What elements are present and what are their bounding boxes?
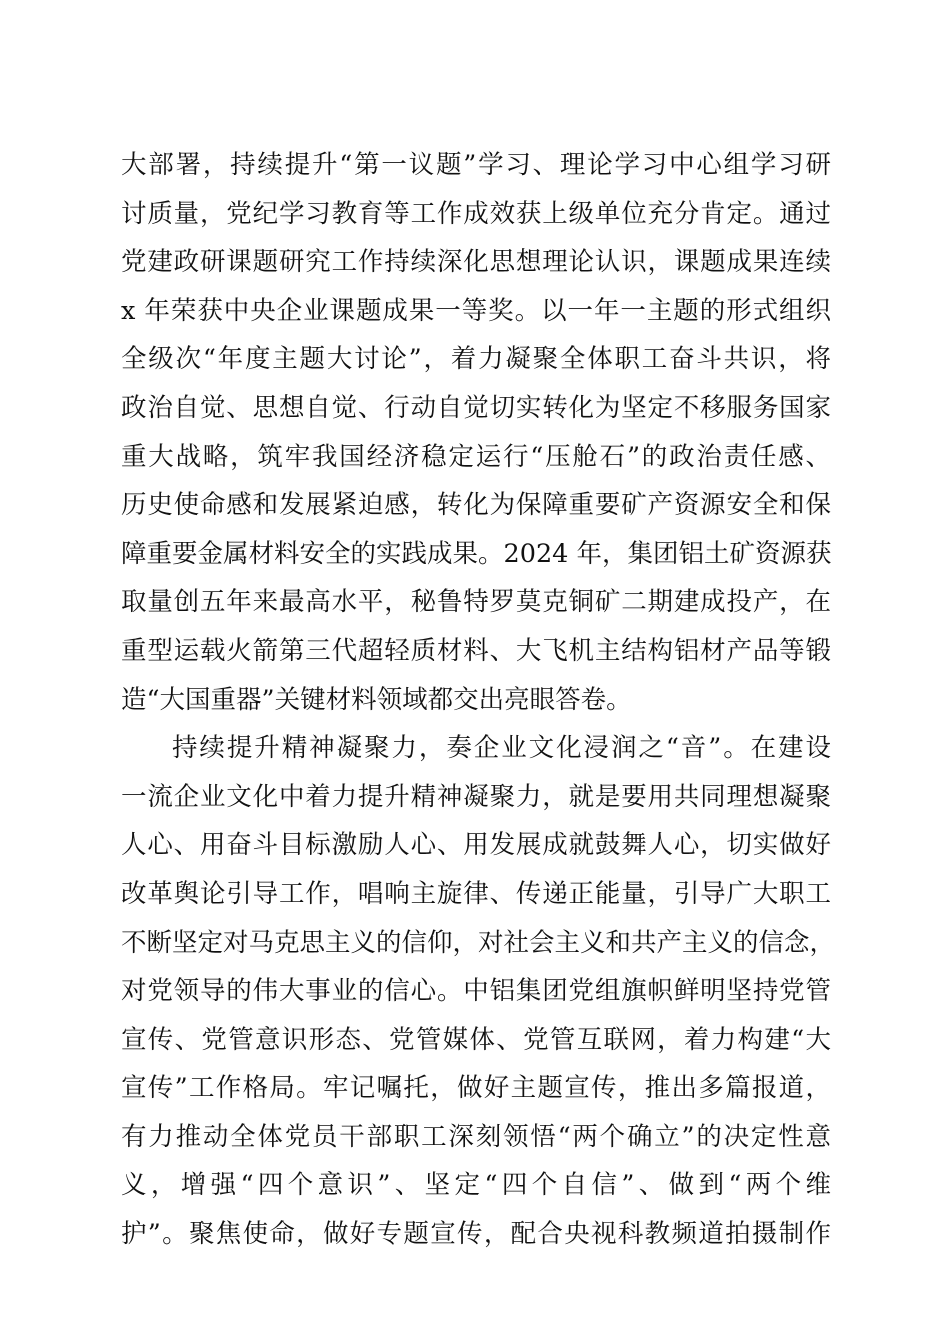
text-line: 取量创五年来最高水平，秘鲁特罗莫克铜矿二期建成投产，在 — [121, 587, 831, 618]
text-line: 造“大国重器”关键材料领域都交出亮眼答卷。 — [121, 684, 632, 715]
text-line: 义，增强“四个意识”、坚定“四个自信”、做到“两个维 — [121, 1170, 831, 1201]
document-body — [121, 141, 836, 1259]
text-line: 历史使命感和发展紧迫感，转化为保障重要矿产资源安全和保 — [121, 490, 831, 521]
text-line: 不断坚定对马克思主义的信仰，对社会主义和共产主义的信念， — [121, 927, 836, 958]
text-line: 全级次“年度主题大讨论”，着力凝聚全体职工奋斗共识，将 — [121, 344, 831, 375]
text-line: 宣传”工作格局。牢记嘱托，做好主题宣传，推出多篇报道， — [121, 1073, 831, 1104]
text-line: 政治自觉、思想自觉、行动自觉切实转化为坚定不移服务国家 — [121, 392, 831, 423]
text-line: 改革舆论引导工作，唱响主旋律、传递正能量，引导广大职工 — [121, 878, 831, 909]
text-line: 有力推动全体党员干部职工深刻领悟“两个确立”的决定性意 — [121, 1121, 831, 1152]
text-line: 讨质量，党纪学习教育等工作成效获上级单位充分肯定。通过 — [121, 198, 831, 229]
text-line: 对党领导的伟大事业的信心。中铝集团党组旗帜鲜明坚持党管 — [121, 976, 831, 1007]
text-line: 重大战略，筑牢我国经济稳定运行“压舱石”的政治责任感、 — [121, 441, 831, 472]
text-line: 一流企业文化中着力提升精神凝聚力，就是要用共同理想凝聚 — [121, 781, 831, 812]
paragraph-2 — [121, 724, 836, 1259]
text-line: x 年荣获中央企业课题成果一等奖。以一年一主题的形式组织 — [121, 295, 831, 326]
text-line: 党建政研课题研究工作持续深化思想理论认识，课题成果连续 — [121, 247, 831, 278]
text-line: 障重要金属材料安全的实践成果。2024 年，集团铝土矿资源获 — [121, 538, 832, 569]
text-line: 护”。聚焦使命，做好专题宣传，配合央视科教频道拍摄制作 — [121, 1219, 831, 1250]
paragraph-1 — [121, 141, 831, 724]
text-line: 重型运载火箭第三代超轻质材料、大飞机主结构铝材产品等锻 — [121, 635, 831, 666]
text-line: 大部署，持续提升“第一议题”学习、理论学习中心组学习研 — [121, 150, 831, 180]
text-line: 宣传、党管意识形态、党管媒体、党管互联网，着力构建“大 — [121, 1024, 831, 1055]
text-line: 人心、用奋斗目标激励人心、用发展成就鼓舞人心，切实做好 — [121, 830, 831, 861]
text-line: 持续提升精神凝聚力，奏企业文化浸润之“音”。在建设 — [172, 733, 831, 764]
